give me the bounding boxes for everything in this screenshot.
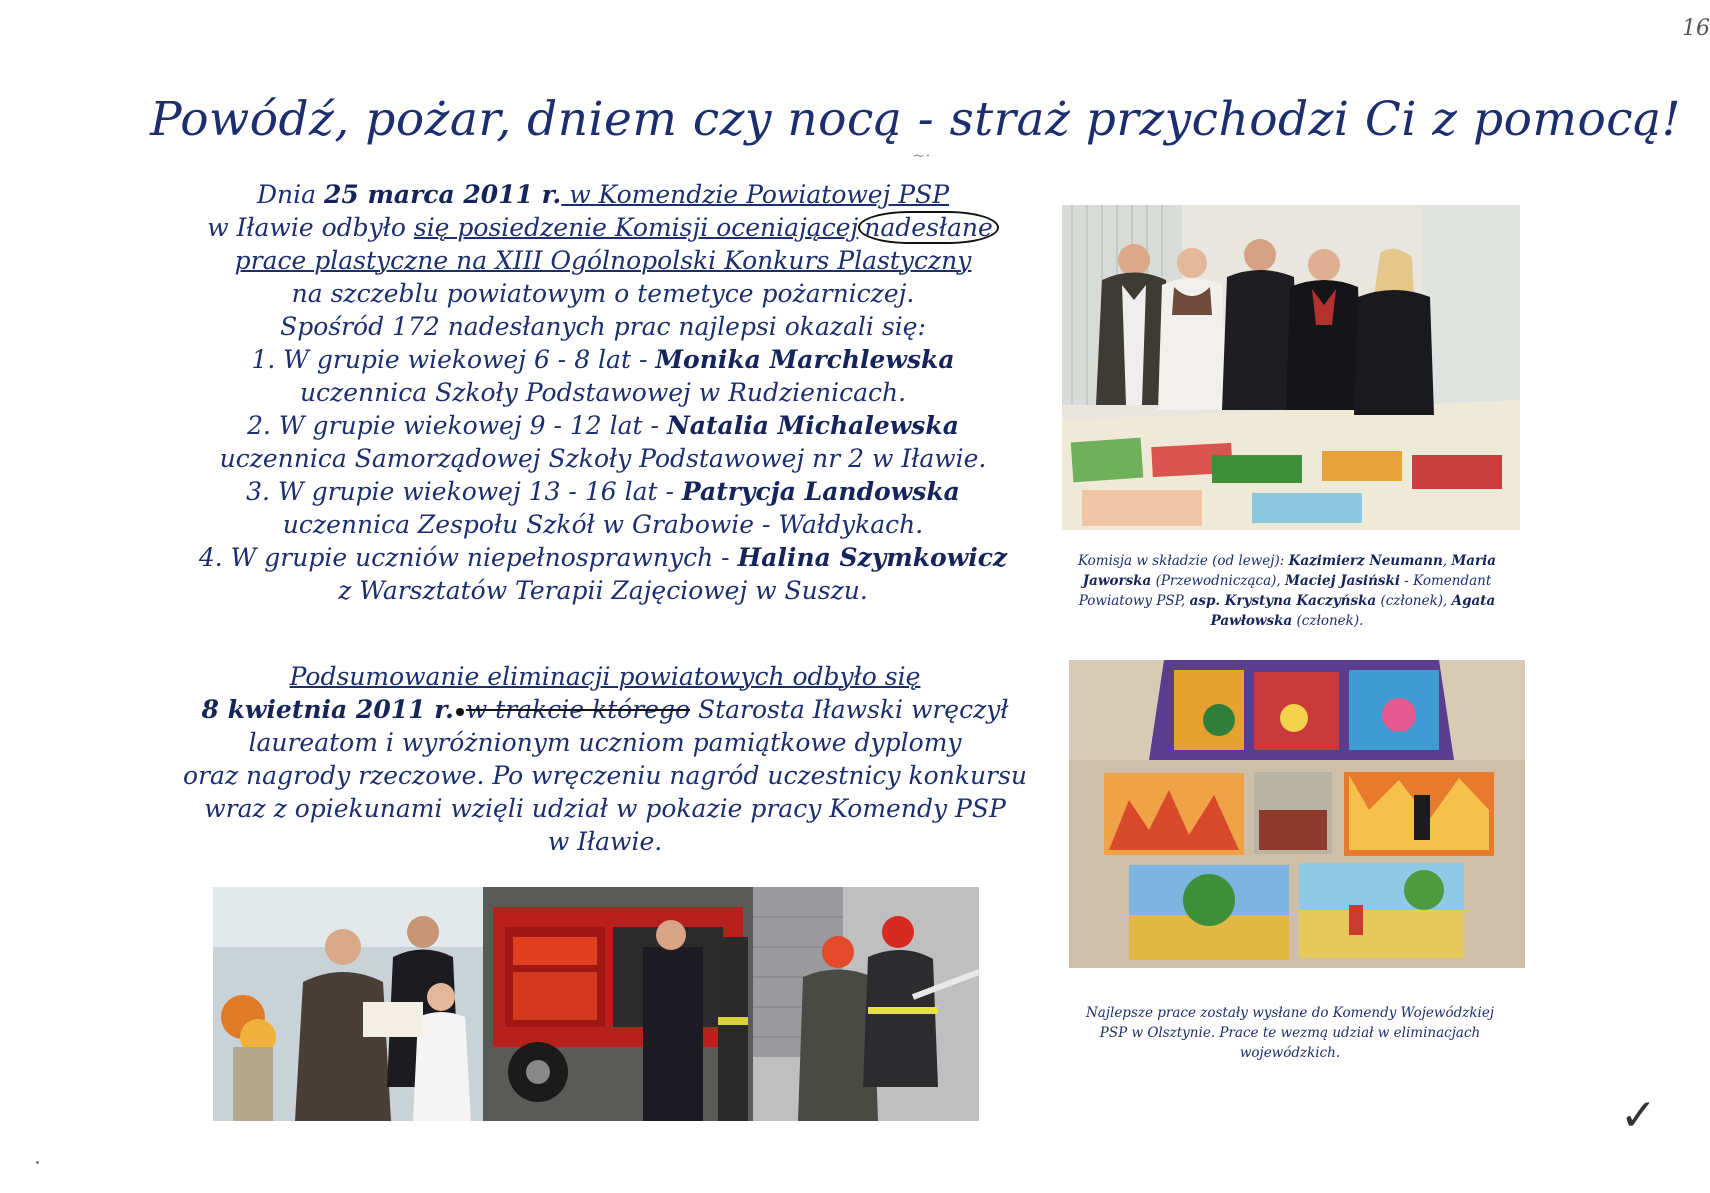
committee-photo <box>1062 205 1520 530</box>
committee-member: Maria Jaworska <box>1082 553 1497 589</box>
scan-artifact: ~· <box>912 146 931 165</box>
winner-name: Patrycja Landowska <box>681 477 960 506</box>
winner-category: 1. W grupie wiekowej 6 - 8 lat - Monika Marchlewska <box>251 345 955 374</box>
scan-speck <box>36 1161 39 1164</box>
summary-text <box>170 660 1040 858</box>
winner-school: z Warsztatów Terapii Zajęciowej w Suszu. <box>338 576 868 605</box>
announcement-line: Spośród 172 nadesłanych prac najlepsi okazali się: <box>280 312 926 341</box>
ceremony-date: 8 kwietnia 2011 r. <box>201 695 454 724</box>
winner-name: Natalia Michalewska <box>666 411 959 440</box>
committee-member: Agata Pawłowska <box>1210 593 1496 629</box>
summary-line: wraz z opiekunami wzięli udział w pokazie pracy Komendy PSP <box>204 794 1006 823</box>
winner-category: 3. W grupie wiekowej 13 - 16 lat - Patrycja Landowska <box>246 477 960 506</box>
winner-school: uczennica Zespołu Szkół w Grabowie - Wałdykach. <box>282 510 924 539</box>
winner-school: uczennica Samorządowej Szkoły Podstawowej nr 2 w Iławie. <box>219 444 987 473</box>
summary-line: 8 kwietnia 2011 r. w trakcie którego Starosta Iławski wręczył <box>201 695 1009 724</box>
announcement-line: na szczeblu powiatowym o temetyce pożarniczej. <box>291 279 915 308</box>
committee-member: asp. Krystyna Kaczyńska <box>1189 593 1377 609</box>
announcement-line: Dnia 25 marca 2011 r. w Komendzie Powiatowej PSP <box>256 180 950 209</box>
artworks-caption: Najlepsze prace zostały wysłane do Komendy Wojewódzkiej PSP w Olsztynie. Prace te wezmą udział w eliminacjach wojewódzkich. <box>1085 1005 1495 1061</box>
winner-category: 4. W grupie uczniów niepełnosprawnych - Halina Szymkowicz <box>198 543 1008 572</box>
check-mark-icon: ✓ <box>1620 1090 1657 1141</box>
committee-member: Kazimierz Neumann <box>1288 553 1443 569</box>
winner-school: uczennica Szkoły Podstawowej w Rudzienicach. <box>299 378 907 407</box>
winner-category: 2. W grupie wiekowej 9 - 12 lat - Natalia Michalewska <box>247 411 959 440</box>
artworks-photo <box>1069 660 1525 968</box>
summary-line: Podsumowanie eliminacji powiatowych odbyło się <box>289 662 921 691</box>
committee-member: Maciej Jasiński <box>1285 573 1400 589</box>
winner-name: Halina Szymkowicz <box>737 543 1008 572</box>
summary-line: w Iławie. <box>547 827 663 856</box>
page-title: Powódź, pożar, dniem czy nocą - straż przychodzi Ci z pomocą! <box>150 92 1681 147</box>
announcement-line: prace plastyczne na XIII Ogólnopolski Konkurs Plastyczny <box>234 246 972 275</box>
circled-word: nadesłane <box>858 211 999 244</box>
winner-name: Monika Marchlewska <box>655 345 955 374</box>
announcement-text <box>188 178 1018 607</box>
committee-caption: Komisja w składzie (od lewej): Kazimierz Neumann, Maria Jaworska (Przewodnicząca), Maciej Jasiński - Komendant Powiatowy PSP, asp. Krystyna Kaczyńska (członek), Agata Pawłowska (członek). <box>1077 553 1497 629</box>
struck-text: w trakcie którego <box>465 695 690 724</box>
ink-mark <box>456 708 464 716</box>
summary-line: laureatom i wyróżnionym uczniom pamiątkowe dyplomy <box>248 728 962 757</box>
event-photo-collage <box>213 887 979 1121</box>
meeting-date: 25 marca 2011 r. <box>323 180 562 209</box>
page-number: 16 <box>1682 16 1710 41</box>
summary-line: oraz nagrody rzeczowe. Po wręczeniu nagród uczestnicy konkursu <box>183 761 1027 790</box>
announcement-line: w Iławie odbyło się posiedzenie Komisji oceniającej nadesłane <box>188 211 1018 244</box>
